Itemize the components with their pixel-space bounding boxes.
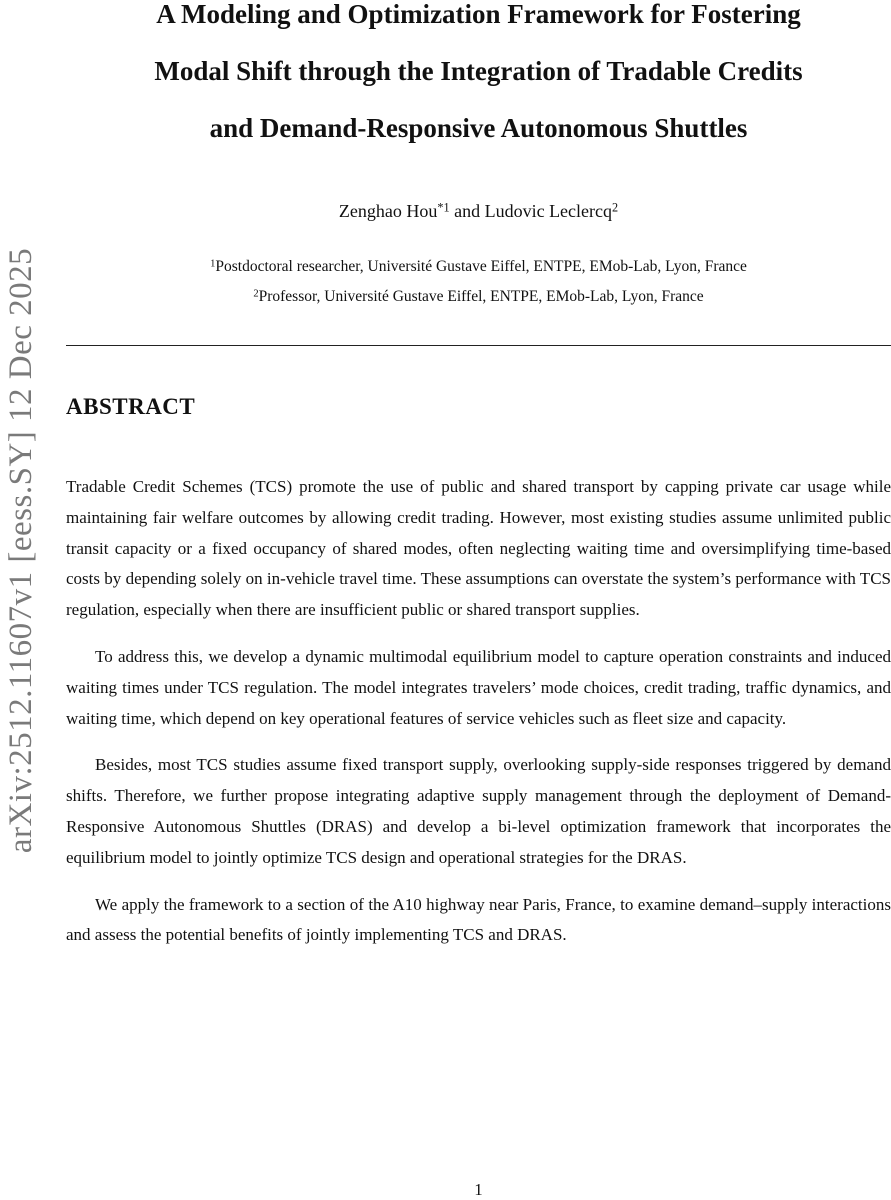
author-2-mark: 2 <box>612 200 619 215</box>
abstract-paragraph-2: To address this, we develop a dynamic multimodal equilibrium model to capture operation constraints and induced waiting times under TCS regulation. The model integrates travelers’ mode choices, credit trading, traffic dynamics, and waiting time, which depend on key operational features of service vehicles such as fleet size and capacity. <box>66 646 891 728</box>
affiliation-1-mark: 1 <box>210 258 216 270</box>
abstract-heading: ABSTRACT <box>66 394 196 419</box>
author-1-mark: *1 <box>437 200 450 215</box>
header-divider <box>66 345 891 346</box>
affiliation-1-text: Postdoctoral researcher, Université Gustave Eiffel, ENTPE, EMob-Lab, Lyon, France <box>215 258 747 275</box>
arxiv-identifier-text: arXiv:2512.11607v1 [eess.SY] 12 Dec 2025 <box>3 247 40 853</box>
affiliation-2 <box>66 282 891 312</box>
paper-title <box>66 0 891 157</box>
author-2-name: Ludovic Leclercq <box>484 201 613 221</box>
page-number: 1 <box>474 1180 483 1199</box>
abstract-paragraph-1: Tradable Credit Schemes (TCS) promote the use of public and shared transport by capping private car usage while maintaining fair welfare outcomes by allowing credit trading. However, most existing studies assume unlimited public transit capacity or a fixed occupancy of shared modes, often neglecting waiting time and oversimplifying time-based costs by depending solely on in-vehicle travel time. These assumptions can overstate the system’s performance with TCS regulation, especially when there are insufficient public or shared transport supplies. <box>66 477 891 620</box>
author-list <box>66 198 891 224</box>
arxiv-identifier-stamp <box>0 210 44 890</box>
title-line-3: and Demand-Responsive Autonomous Shuttles <box>209 113 748 143</box>
abstract-paragraph-3: Besides, most TCS studies assume fixed transport supply, overlooking supply-side responses triggered by demand shifts. Therefore, we further propose integrating adaptive supply management through the deployment of Demand-Responsive Autonomous Shuttles (DRAS) and develop a bi-level optimization framework that incorporates the equilibrium model to jointly optimize TCS design and operational strategies for the DRAS. <box>66 755 891 867</box>
affiliation-1 <box>66 252 891 282</box>
abstract-paragraph-4: We apply the framework to a section of the A10 highway near Paris, France, to examine demand–supply interactions and assess the potential benefits of jointly implementing TCS and DRAS. <box>66 894 891 945</box>
title-line-1: A Modeling and Optimization Framework for Fostering <box>156 0 801 29</box>
affiliation-2-text: Professor, Université Gustave Eiffel, ENTPE, EMob-Lab, Lyon, France <box>258 288 704 305</box>
author-conjunction: and <box>449 201 485 221</box>
title-line-2: Modal Shift through the Integration of Tradable Credits <box>154 56 803 86</box>
affiliation-list <box>66 252 891 312</box>
abstract-body <box>66 472 891 967</box>
author-1-name: Zenghao Hou <box>338 201 438 221</box>
affiliation-2-mark: 2 <box>253 288 259 300</box>
